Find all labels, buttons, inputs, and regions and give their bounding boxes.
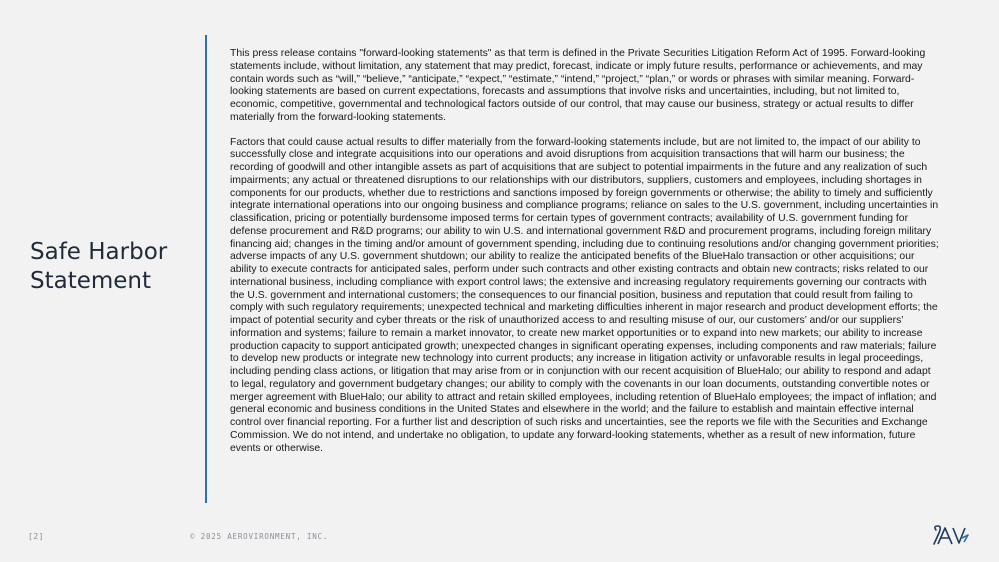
statement-body bbox=[230, 48, 942, 467]
title-line-1: Safe Harbor bbox=[30, 239, 168, 265]
title-line-2: Statement bbox=[30, 268, 152, 294]
vertical-divider bbox=[205, 35, 207, 503]
copyright-notice: © 2025 AEROVIRONMENT, INC. bbox=[190, 532, 329, 541]
paragraph-forward-looking: This press release contains "forward-looking statements" as that term is defined in the Private Securities Litigation Reform Act of 1995. Forward-looking statements include, without limitation, any statement that may predict, forecast, indicate or imply future results, performance or achievements, and may contain words such as “will,” “believe,” “anticipate,” “expect,” “estimate,” “intend,” “project,” “plan,” or words or phrases with similar meaning. Forward-looking statements are based on current expectations, forecasts and assumptions that involve risks and uncertainties, including, but not limited to, economic, competitive, governmental and technological factors outside of our control, that may cause our business, strategy or actual results to differ materially from the forward-looking statements. bbox=[230, 48, 926, 123]
paragraph-risk-factors: Factors that could cause actual results to differ materially from the forward-looking statements include, but are not limited to, the impact of our ability to successfully close and integrate acquisitions into our operations and avoid disruptions from acquisition transactions that will harm our business; the recording of goodwill and other intangible assets as part of acquisitions that are subject to potential impairments in the future and any realization of such impairments; any actual or threatened disruptions to our relationships with our distributors, suppliers, customers and employees, including shortages in components for our products, whether due to restrictions and sanctions imposed by foreign governments or otherwise; the ability to timely and sufficiently integrate international operations into our ongoing business and compliance programs; reliance on sales to the U.S. government, including uncertainties in classification, pricing or potentially burdensome imposed terms for certain types of government contracts; availability of U.S. government funding for defense procurement and R&D programs; our ability to win U.S. and international government R&D and procurement programs, including foreign military financing aid; changes in the timing and/or amount of government spending, including due to continuing resolutions and/or changing government priorities; adverse impacts of any U.S. government shutdown; our ability to realize the anticipated benefits of the BlueHalo transaction or other acquisitions; our ability to execute contracts for anticipated sales, perform under such contracts and other existing contracts and obtain new contracts; risks related to our international business, including compliance with export control laws; the extensive and increasing regulatory requirements governing our contracts with the U.S. government and international customers; the consequences to our financial position, business and reputation that could result from failing to comply with such regulatory requirements; unexpected technical and marketing difficulties inherent in major research and product development efforts; the impact of potential security and cyber threats or the risk of unauthorized access to and resulting misuse of our, our customers’ and/or our suppliers’ information and systems; failure to remain a market innovator, to create new market opportunities or to expand into new markets; our ability to increase production capacity to support anticipated growth; unexpected changes in significant operating expenses, including components and raw materials; failure to develop new products or integrate new technology into current products; any increase in litigation activity or unfavorable results in legal proceedings, including pending class actions, or litigation that may arise from or in conjunction with our recent acquisition of BlueHalo; our ability to respond and adapt to legal, regulatory and government budgetary changes; our ability to comply with the covenants in our loan documents, outstanding convertible notes or merger agreement with BlueHalo; our ability to attract and retain skilled employees, including retention of BlueHalo employees; the impact of inflation; and general economic and business conditions in the United States and elsewhere in the world; and the failure to establish and maintain effective internal control over financial reporting. For a further list and description of such risks and uncertainties, see the reports we file with the Securities and Exchange Commission. We do not intend, and undertake no obligation, to update any forward-looking statements, whether as a result of new information, future events or otherwise. bbox=[230, 136, 939, 454]
slide-title bbox=[30, 238, 200, 296]
page-number: [2] bbox=[28, 532, 44, 541]
av-logo-icon bbox=[932, 524, 970, 546]
